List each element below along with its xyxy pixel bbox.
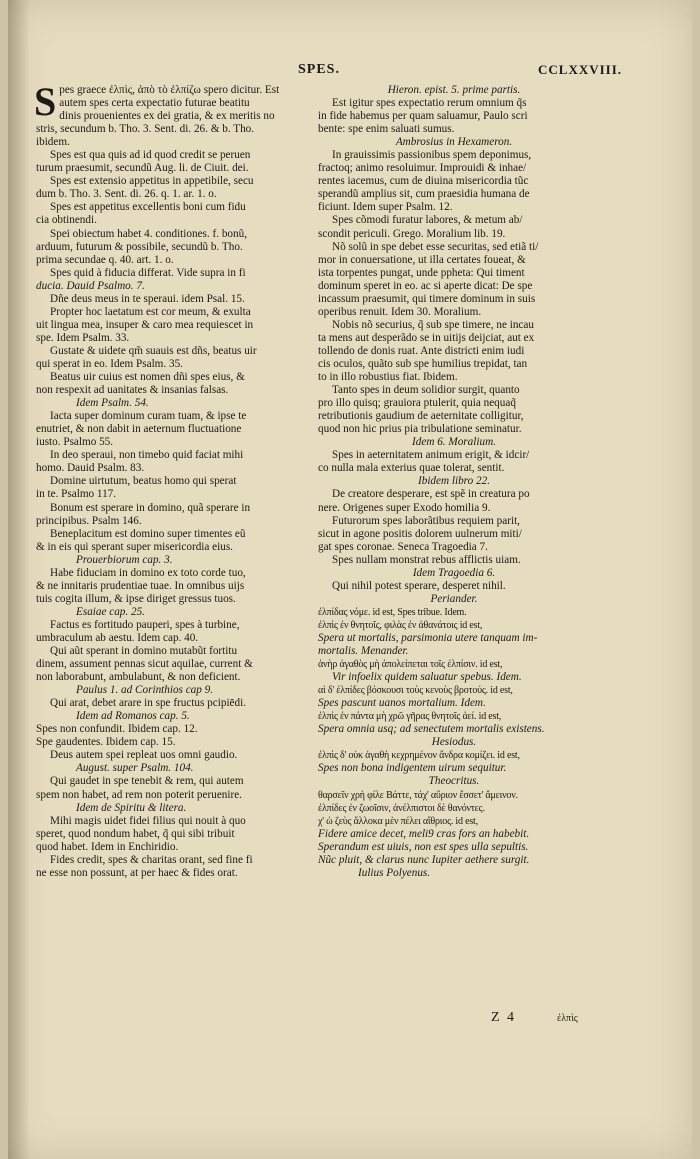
catchword: ἐλπὶς	[557, 1013, 578, 1024]
right-text-line: Spes non bona indigentem uirum sequitur.	[318, 762, 507, 775]
right-text-line: Idem Tragoedia 6.	[412, 566, 496, 579]
left-text-line: turum praesumit, secundũ Aug. li. de Ciuit. dei.	[36, 162, 249, 175]
right-text-line: ista torpentes pungat, unde ppheta: Qui timent	[318, 266, 525, 279]
running-head-title: SPES.	[298, 62, 340, 77]
right-text-line: gat spes coronae. Seneca Tragoedia 7.	[318, 540, 488, 553]
left-text-line: cia obtinendi.	[36, 214, 97, 227]
left-text-line: Qui aũt sperant in domino mutabũt fortitu	[50, 645, 238, 658]
left-text-line: Spei obiectum habet 4. conditiones. f. bonũ,	[50, 227, 247, 240]
left-text-line: spe. Idem Psalm. 33.	[36, 331, 130, 344]
right-text-line: Theocritus.	[428, 775, 480, 788]
right-text-line: quod non hic prius pia tribulatione seminatur.	[318, 423, 522, 436]
right-text-line: Spes cõmodi furatur labores, & metum ab/	[332, 214, 523, 227]
right-text-line: ta mens aut desperãdo se in uitijs deijciat, aut ex	[318, 331, 535, 344]
right-text-line: Est igitur spes expectatio rerum omnium q̃s	[332, 97, 527, 110]
left-text-line: Beneplacitum est domino super timentes eũ	[50, 527, 246, 540]
right-text-line: ἐλπίδες ἐν ζωοῖσιν, ἀνέλπιστοι δὲ θανόντες.	[318, 802, 485, 814]
left-text-line: Spe gaudentes. Ibidem cap. 15.	[36, 736, 176, 749]
right-text-line: ἐλπὶς ἐν θνητοῖς, φιλὰς ἐν ἀθανάτοις id est,	[318, 619, 483, 631]
right-text-line: Spera ut mortalis, parsimonia utere tanquam im-	[318, 631, 538, 644]
left-text-line: principibus. Psalm 146.	[36, 514, 142, 527]
left-text-line: In deo speraui, non timebo quid faciat mihi	[50, 449, 244, 462]
right-text-line: Tanto spes in deum solidior surgit, quanto	[332, 384, 520, 397]
left-text-line: Habe fiduciam in domino ex toto corde tuo,	[50, 566, 246, 579]
right-column	[318, 84, 590, 880]
left-text-line: ibidem.	[36, 136, 70, 149]
right-text-line: αἱ δ' ἐλπίδες βόσκουσι τοὺς κενοὺς βροτούς. id est,	[318, 685, 513, 697]
left-text-line: dinis prouenientes ex dei gratia, & ex meritis no	[59, 110, 275, 123]
right-text-line: Nõ solũ in spe debet esse securitas, sed etiã ti/	[332, 240, 539, 253]
right-text-line: ἐλπὶς δ' οὐκ ἀγαθὴ κεχρημένον ἄνδρα κομίζει. id est,	[318, 750, 520, 762]
right-text-line: mortalis. Menander.	[318, 645, 409, 658]
left-text-line: arduum, futurum & possibile, secundũ b. Tho.	[36, 240, 243, 253]
folio-number: CCLXXVIII.	[538, 62, 623, 77]
left-text-line: speret, quod nondum habet, q̃ qui sibi tribuit	[36, 827, 235, 840]
left-text-line: Spes non confundit. Ibidem cap. 12.	[36, 723, 198, 736]
left-column	[34, 79, 314, 880]
right-text-line: Spera omnia usq; ad senectutem mortalis existens.	[318, 723, 545, 736]
left-text-line: autem spes certa expectatio futurae beatitu	[59, 97, 250, 110]
left-text-line: Dñe deus meus in te speraui. idem Psal. 15.	[50, 292, 245, 305]
right-text-line: Periander.	[430, 592, 478, 605]
book-page	[8, 0, 692, 1159]
right-text-line: mor in conuersatione, ut illa certates foueat, &	[318, 253, 526, 266]
right-text-line: Spes pascunt uanos mortalium. Idem.	[318, 697, 486, 710]
left-text-line: Deus autem spei repleat uos omni gaudio.	[50, 749, 238, 762]
right-text-line: retributionis gaudium de aeternitate colligitur,	[318, 410, 524, 423]
right-text-line: to in illo robustius fiat. Ibidem.	[318, 371, 458, 384]
left-text-line: ducia. Dauid Psalmo. 7.	[36, 279, 145, 292]
right-text-line: Hesiodus.	[431, 736, 477, 749]
left-text-line: tuis cogita illum, & ipse diriget gressus tuos.	[36, 592, 236, 605]
left-text-line: Spes est qua quis ad id quod credit se peruen	[50, 149, 251, 162]
left-text-line: Prouerbiorum cap. 3.	[76, 553, 173, 566]
right-text-line: Vir infoelix quidem saluatur spebus. Idem.	[332, 671, 522, 684]
left-text-line: dinem, assument pennas sicut aquilae, current &	[36, 658, 253, 671]
right-text-line: Nũc pluit, & clarus nunc Iupiter aethere surgit.	[318, 853, 530, 866]
right-text-line: Idem 6. Moralium.	[412, 436, 496, 449]
right-text-line: Spes nullam monstrat rebus afflictis uiam.	[332, 553, 521, 566]
right-text-line: scondit periculi. Grego. Moralium lib. 19.	[318, 227, 506, 240]
right-text-line: Hieron. epist. 5. prime partis.	[387, 84, 521, 96]
left-text-line: Domine uirtutum, beatus homo qui sperat	[50, 475, 237, 488]
right-text-line: ἐλπὶς ἐν πάντα μὴ χρῶ γῆρας θνητοῖς ἀεί. id est,	[318, 711, 502, 723]
right-text-line: rentes iacemus, cum de diuina misericordia tũc	[318, 175, 529, 188]
left-text-line: Spes est extensio appetitus in appetibile, secu	[50, 175, 254, 188]
right-text-line: pro illo quisq; grauiora ptulerit, quia nequaq̃	[318, 397, 516, 410]
left-text-line: Bonum est sperare in domino, quã sperare in	[50, 501, 251, 514]
left-text-line: qui sperat in eo. Idem Psalm. 35.	[36, 357, 183, 370]
right-text-line: Qui nihil potest sperare, desperet nihil.	[332, 579, 506, 592]
right-text-line: Futurorum spes laborãtibus requiem parit,	[332, 514, 520, 527]
left-text-line: Iacta super dominum curam tuam, & ipse te	[50, 410, 247, 423]
left-text-line: umbraculum ab aestu. Idem cap. 40.	[36, 631, 199, 644]
left-text-line: ne esse non possunt, at per haec & fides orat.	[36, 866, 238, 879]
left-text-line: Beatus uir cuius est nomen dñi spes eius, &	[50, 371, 245, 384]
right-text-line: ἐλπίδας νόμε. id est, Spes tribue. Idem.	[318, 606, 467, 618]
page-gutter-shadow	[8, 0, 30, 1159]
left-text-line: & in eis qui sperant super misericordia eius.	[36, 540, 233, 553]
left-text-line: Paulus 1. ad Corinthios cap 9.	[76, 684, 214, 697]
right-text-line: sperandũ amplius sit, cum praesidia humana de	[318, 188, 530, 201]
left-text-line: Qui gaudet in spe tenebit & rem, qui autem	[50, 775, 244, 788]
right-text-line: dominum speret in eo. ac si aperte dicat: De spe	[318, 279, 533, 292]
right-text-line: Fidere amice decet, meli9 cras fors an habebit.	[318, 827, 530, 840]
left-text-line: Spes est appetitus excellentis boni cum fidu	[50, 201, 246, 214]
left-text-line: Gustate & uidete qm̃ suauis est dñs, beatus uir	[50, 344, 257, 357]
left-text-line: non respexit ad uanitates & insanias falsas.	[36, 384, 229, 397]
signature-mark: Z 4	[491, 1010, 517, 1025]
right-text-line: Iulius Polyenus.	[358, 866, 431, 879]
right-text-line: incassum praesumit, qui timere dominum in suis	[318, 292, 536, 305]
right-text-line: in fide habemus per quam saluamur, Paulo scri	[318, 110, 528, 123]
right-text-line: tollendo de donis ruat. Ante districti enim iudi	[318, 344, 525, 357]
right-text-line: Ibidem libro 22.	[418, 475, 490, 488]
left-text-line: stris, secundum b. Tho. 3. Sent. di. 26. & b. Tho.	[36, 123, 255, 136]
left-text-line: quod habet. Idem in Enchiridio.	[36, 840, 179, 853]
left-text-line: non laborabunt, ambulabunt, & non deficient.	[36, 671, 241, 684]
right-text-line: cis oculos, quãto sub spe humilius trepidat, tan	[318, 357, 528, 370]
right-text-line: ἀνὴρ ἀγαθὸς μὴ ἀπολείπεται τοῖς ἐλπίσιν. id est,	[318, 659, 503, 671]
right-text-line: Ambrosius in Hexameron.	[395, 136, 513, 149]
right-text-line: χ' ὡ ζεὺς ἄλλοκα μὲν πέλει αἴθριος. id est,	[318, 815, 478, 827]
left-text-line: & ne innitaris prudentiae tuae. In omnibus uijs	[36, 579, 245, 592]
left-text-line: Idem Psalm. 54.	[76, 397, 149, 410]
left-text-line: homo. Dauid Psalm. 83.	[36, 462, 145, 475]
left-text-line: Esaiae cap. 25.	[76, 605, 145, 618]
left-text-line: Idem de Spiritu & litera.	[76, 801, 187, 814]
left-text-line: Factus es fortitudo pauperi, spes à turbine,	[50, 618, 240, 631]
left-text-line: Qui arat, debet arare in spe fructus pcipiēdi.	[50, 697, 247, 710]
right-text-line: sicut in agone positis dolorem uulnerum miti/	[318, 527, 522, 540]
left-text-line: prima secundae q. 40. art. 1. o.	[36, 253, 174, 266]
right-text-line: Spes in aeternitatem animum erigit, & idcir/	[332, 449, 530, 462]
drop-cap: S	[34, 79, 57, 124]
left-text-line: in te. Psalmo 117.	[36, 488, 117, 501]
right-text-line: fractoq; animo resoluimur. Improuidi & inhae/	[318, 162, 527, 175]
left-text-line: spem non habet, ad rem non poterit peruenire.	[36, 788, 242, 801]
right-text-line: ficiunt. Idem super Psalm. 12.	[318, 201, 453, 214]
left-text-line: pes graece ἐλπὶς, ἀπὸ τὸ ἐλπίζω spero dicitur. Est	[59, 84, 280, 96]
left-text-line: Mihi magis uidet fidei filius qui nouit à quo	[50, 814, 246, 827]
right-text-line: Nobis nõ securius, q̃ sub spe timere, ne incau	[332, 318, 534, 331]
left-text-line: iusto. Psalmo 55.	[36, 436, 114, 449]
right-text-line: bente: spe enim saluati sumus.	[318, 123, 455, 136]
right-text-line: θαρσεῖν χρὴ φίλε Βάττε, τάχ' αὔριον ἔσσετ' ἄμεινον.	[318, 789, 518, 801]
left-text-line: Propter hoc laetatum est cor meum, & exulta	[50, 305, 251, 318]
right-text-line: nere. Origenes super Exodo homilia 9.	[318, 501, 491, 514]
right-text-line: Sperandum est uiuis, non est spes ulla sepultis.	[318, 840, 529, 853]
left-text-line: Idem ad Romanos cap. 5.	[76, 710, 190, 723]
left-text-line: uit lingua mea, insuper & caro mea requiescet in	[36, 318, 254, 331]
right-text-line: De creatore desperare, est spẽ in creatura po	[332, 488, 530, 501]
left-text-line: enutriet, & non dabit in aeternum fluctuatione	[36, 423, 242, 436]
right-text-line: operibus renuit. Idem 30. Moralium.	[318, 305, 482, 318]
left-text-line: Fides credit, spes & charitas orant, sed fine fi	[50, 853, 253, 866]
right-text-line: In grauissimis passionibus spem deponimus,	[332, 149, 532, 162]
left-text-line: dum b. Tho. 3. Sent. di. 26. q. 1. ar. 1. o.	[36, 188, 217, 201]
left-text-line: Spes quid à fiducia differat. Vide supra in fi	[50, 266, 246, 279]
left-text-line: August. super Psalm. 104.	[76, 762, 194, 775]
right-text-line: co nulla mala exterius quae tolerat, sentit.	[318, 462, 505, 475]
